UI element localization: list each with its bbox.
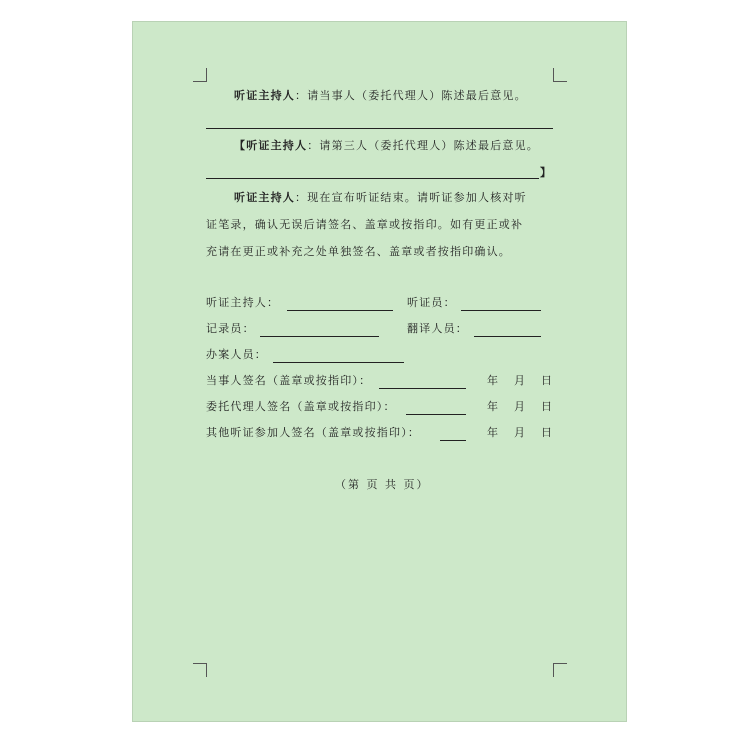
paragraph-final-statement-party [234, 89, 527, 103]
translator-signature-line [474, 336, 541, 337]
recorder-signature-label: 记录员： [206, 322, 255, 335]
clerk-signature-line [461, 310, 541, 311]
open-bracket: 【 [234, 139, 247, 152]
close-bracket: 】 [540, 166, 553, 179]
answer-line-1 [206, 128, 553, 129]
agent-month-label: 月 [514, 400, 527, 413]
handler-signature-line [273, 362, 404, 363]
crop-mark-bottom-left [193, 663, 207, 677]
crop-mark-bottom-right [553, 663, 567, 677]
agent-day-label: 日 [541, 400, 554, 413]
others-month-label: 月 [514, 426, 527, 439]
paragraph-text: ：请第三人（委托代理人）陈述最后意见。 [307, 139, 540, 152]
document-page [132, 21, 627, 722]
party-month-label: 月 [514, 374, 527, 387]
others-signature-label: 其他听证参加人签名（盖章或按指印）： [206, 426, 421, 439]
crop-mark-top-left [193, 68, 207, 82]
agent-signature-line [406, 414, 466, 415]
others-signature-line [440, 440, 466, 441]
host-signature-label: 听证主持人： [206, 296, 280, 309]
paragraph-closing-line1 [234, 191, 527, 205]
clerk-signature-label: 听证员： [407, 296, 456, 309]
paragraph-closing-line2: 证笔录，确认无误后请签名、盖章或按指印。如有更正或补 [206, 218, 524, 231]
recorder-signature-line [260, 336, 379, 337]
party-signature-line [379, 388, 466, 389]
others-year-label: 年 [487, 426, 500, 439]
answer-line-2 [206, 178, 539, 179]
paragraph-closing-line3: 充请在更正或补充之处单独签名、盖章或者按指印确认。 [206, 245, 511, 258]
party-year-label: 年 [487, 374, 500, 387]
host-signature-line [287, 310, 393, 311]
party-day-label: 日 [541, 374, 554, 387]
paragraph-final-statement-third-party [234, 139, 539, 153]
speaker-label: 听证主持人 [234, 89, 295, 102]
handler-signature-label: 办案人员： [206, 348, 267, 361]
paragraph-text: ：请当事人（委托代理人）陈述最后意见。 [295, 89, 527, 102]
speaker-label: 听证主持人 [234, 191, 295, 204]
translator-signature-label: 翻译人员： [407, 322, 468, 335]
speaker-label: 听证主持人 [246, 139, 308, 152]
agent-signature-label: 委托代理人签名（盖章或按指印）： [206, 400, 396, 413]
party-signature-label: 当事人签名（盖章或按指印）： [206, 374, 372, 387]
agent-year-label: 年 [487, 400, 500, 413]
page-footer: （第 页 共 页） [335, 478, 430, 491]
paragraph-text: ：现在宣布听证结束。请听证参加人核对听 [295, 191, 527, 204]
others-day-label: 日 [541, 426, 554, 439]
crop-mark-top-right [553, 68, 567, 82]
